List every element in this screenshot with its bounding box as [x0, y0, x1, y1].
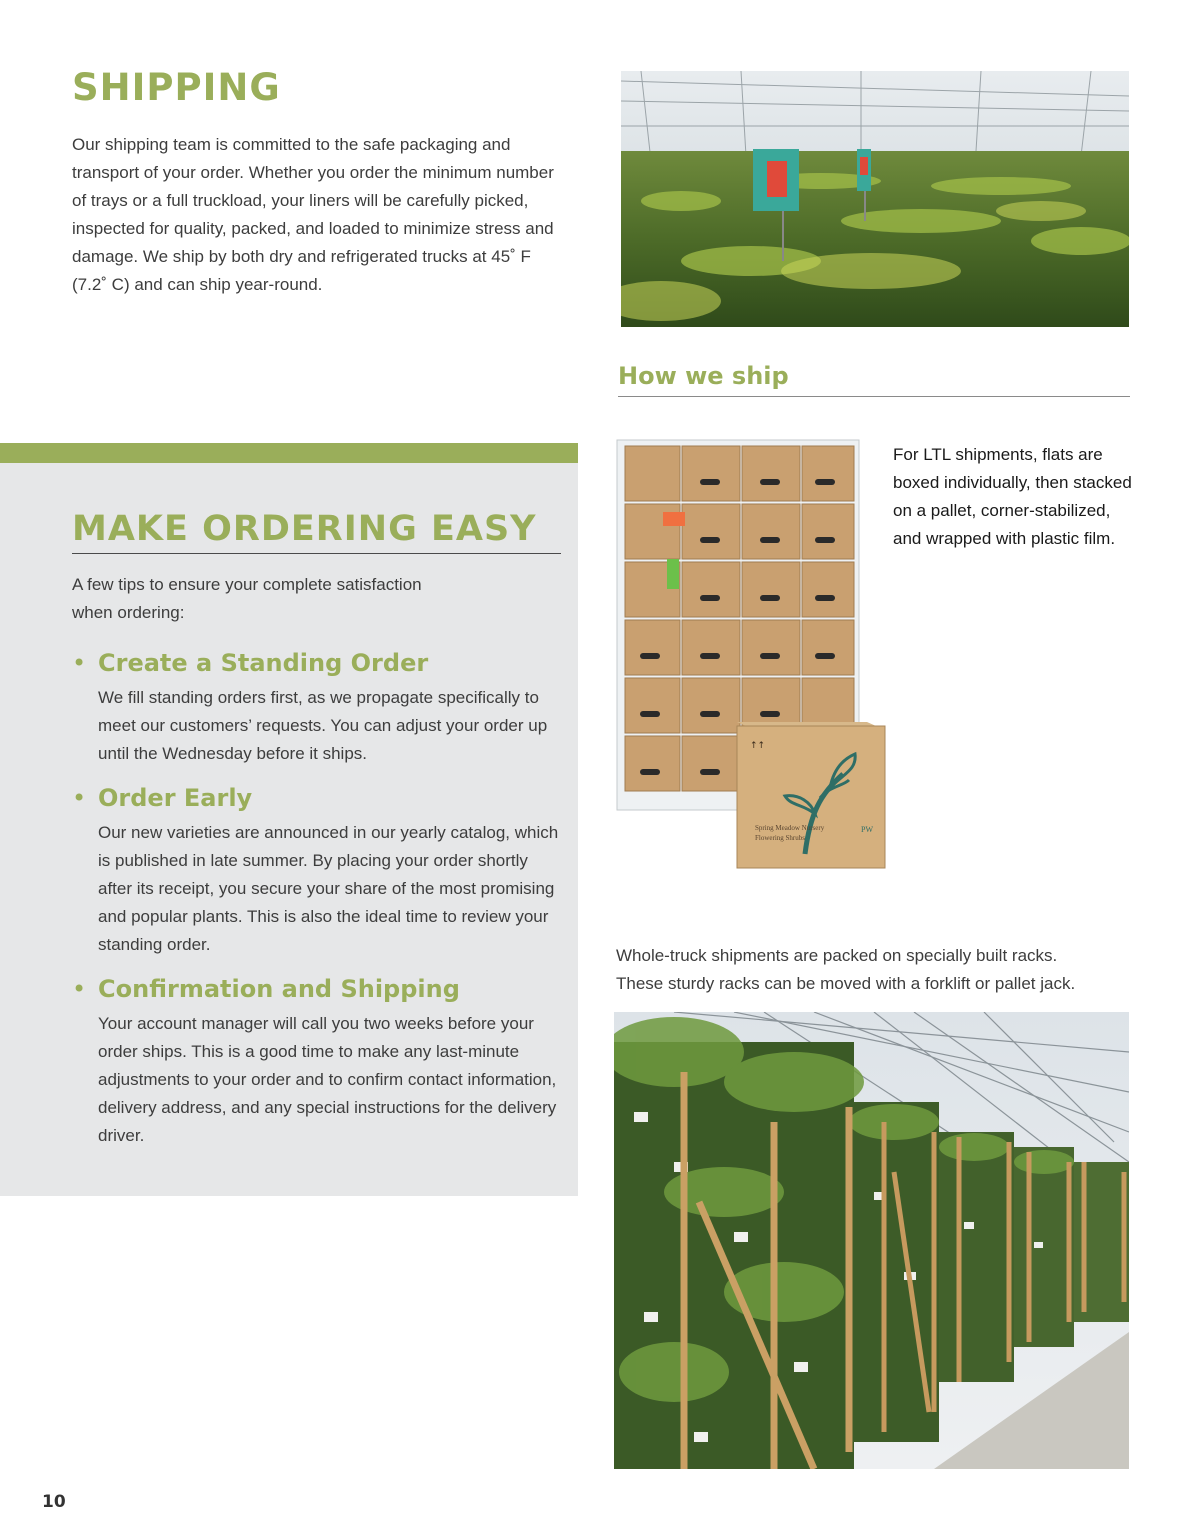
tip-body: We fill standing orders first, as we propagate specifically to meet our customers’ requests. You can adjust your order up until the Wednesday before it ships.	[98, 688, 548, 763]
how-we-ship-heading: How we ship	[618, 362, 789, 390]
tip-heading: Create a Standing Order	[98, 649, 429, 677]
ordering-intro-line2: when ordering:	[72, 603, 185, 622]
ordering-title: MAKE ORDERING EASY	[72, 509, 537, 549]
ordering-intro	[72, 571, 492, 627]
shipping-title: SHIPPING	[72, 66, 281, 109]
bullet-icon: •	[72, 649, 87, 677]
tip-heading: Confirmation and Shipping	[98, 975, 460, 1003]
page-number: 10	[42, 1492, 66, 1512]
tip-body: Our new varieties are announced in our yearly catalog, which is published in late summer. By placing your order shortly after its receipt, you secure your share of the most promising and popular plants. This is also the ideal time to review your standing order.	[98, 823, 559, 954]
ltl-caption: For LTL shipments, flats are boxed individually, then stacked on a pallet, corner-stabilized, and wrapped with plastic film.	[893, 445, 1132, 548]
tip-body: Your account manager will call you two weeks before your order ships. This is a good time to make any last-minute adjustments to your order and to confirm contact information, delivery address, and any special instructions for the delivery driver.	[98, 1014, 557, 1145]
whole-truck-caption	[616, 942, 1136, 998]
bullet-icon: •	[72, 975, 87, 1003]
shipping-body: Our shipping team is committed to the safe packaging and transport of your order. Whether you order the minimum number of trays or a full truckload, your liners will be carefully picked, inspected for quality, packed, and loaded to minimize stress and damage. We ship by both dry and refrigerated trucks at 45˚ F (7.2˚ C) and can ship year-round.	[72, 135, 554, 294]
whole-truck-caption-line2: These sturdy racks can be moved with a forklift or pallet jack.	[616, 974, 1076, 993]
ordering-title-rule	[72, 553, 561, 554]
box-logo-mark: PW	[861, 825, 873, 834]
how-we-ship-rule	[618, 396, 1130, 397]
ordering-intro-line1: A few tips to ensure your complete satisfaction	[72, 575, 422, 594]
whole-truck-caption-line1: Whole-truck shipments are packed on specially built racks.	[616, 946, 1058, 965]
greenhouse-photo	[621, 71, 1129, 327]
tip-heading: Order Early	[98, 784, 253, 812]
this-side-up-icon: ↑↑	[750, 741, 766, 751]
bullet-icon: •	[72, 784, 87, 812]
ordering-accent-bar	[0, 443, 578, 463]
box-label-line1: Spring Meadow Nursery	[755, 824, 825, 832]
shipping-racks-photo	[614, 1012, 1129, 1469]
boxed-pallet-photo	[615, 434, 887, 874]
box-label-line2: Flowering Shrubs	[755, 834, 805, 842]
